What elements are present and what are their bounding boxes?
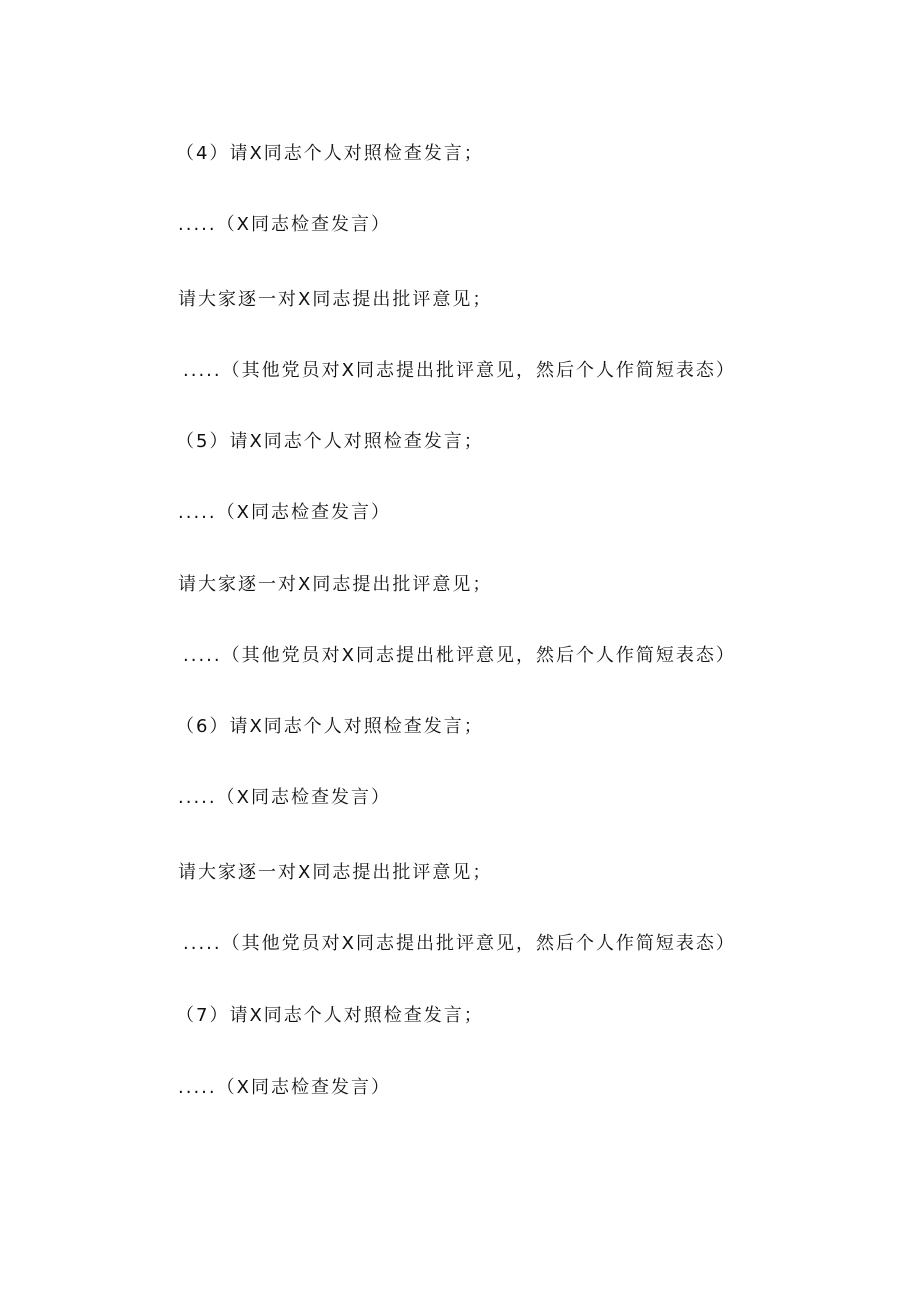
criticism-request-5: 请大家逐一对X同志提出批评意见；	[178, 574, 493, 595]
speech-note-5: .....（X同志检查发言）	[178, 502, 391, 523]
agenda-item-6: （6）请X同志个人对照检查发言；	[176, 716, 484, 737]
criticism-request-4: 请大家逐一对X同志提出批评意见；	[178, 289, 493, 310]
agenda-item-5: （5）请X同志个人对照检查发言；	[176, 431, 484, 452]
speech-note-4: .....（X同志检查发言）	[178, 214, 391, 235]
criticism-note-6: .....（其他党员对X同志提出批评意见，然后个人作简短表态）	[183, 933, 736, 954]
speech-note-6: .....（X同志检查发言）	[178, 787, 391, 808]
speech-note-7: .....（X同志检查发言）	[178, 1077, 391, 1098]
criticism-request-6: 请大家逐一对X同志提出批评意见；	[178, 862, 493, 883]
agenda-item-7: （7）请X同志个人对照检查发言；	[176, 1005, 484, 1026]
agenda-item-4: （4）请X同志个人对照检查发言；	[176, 143, 484, 164]
criticism-note-4: .....（其他党员对X同志提出批评意见，然后个人作简短表态）	[183, 360, 736, 381]
criticism-note-5: .....（其他党员对X同志提出枇评意见，然后个人作简短表态）	[183, 645, 736, 666]
